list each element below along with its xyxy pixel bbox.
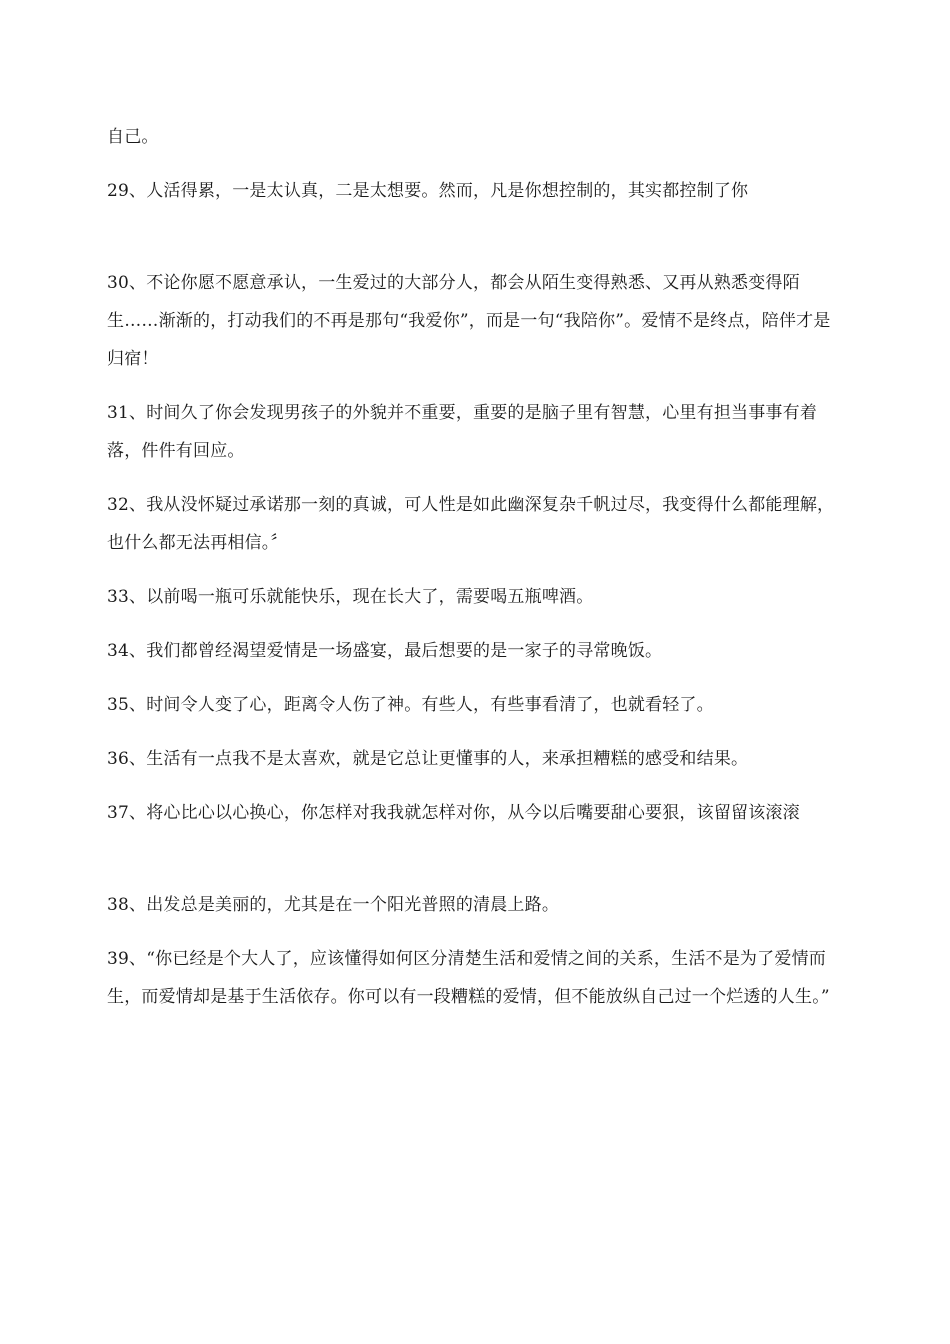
paragraph-35: 35、时间令人变了心，距离令人伤了神。有些人，有些事看清了，也就看轻了。 xyxy=(107,695,714,715)
paragraph-39: 39、“你已经是个大人了，应该懂得如何区分清楚生活和爱情之间的关系，生活不是为了爱情而生，而爱情却是基于生活依存。你可以有一段糟糕的爱情，但不能放纵自己过一个烂透的人生。” xyxy=(107,949,830,1007)
paragraph-33: 33、以前喝一瓶可乐就能快乐，现在长大了，需要喝五瓶啤酒。 xyxy=(107,587,594,607)
paragraph-29: 29、人活得累，一是太认真，二是太想要。然而，凡是你想控制的，其实都控制了你 xyxy=(107,181,749,201)
paragraph-37: 37、将心比心以心换心，你怎样对我我就怎样对你，从今以后嘴要甜心要狠，该留留该滚滚 xyxy=(107,803,800,823)
paragraph-continuation: 自己。 xyxy=(107,127,159,147)
paragraph-34: 34、我们都曾经渴望爱情是一场盛宴，最后想要的是一家子的寻常晚饭。 xyxy=(107,641,663,661)
paragraph-31: 31、时间久了你会发现男孩子的外貌并不重要，重要的是脑子里有智慧，心里有担当事事有着落，件件有回应。 xyxy=(107,403,818,461)
paragraph-38: 38、出发总是美丽的，尤其是在一个阳光普照的清晨上路。 xyxy=(107,895,560,915)
paragraph-32: 32、我从没怀疑过承诺那一刻的真诚，可人性是如此幽深复杂千帆过尽，我变得什么都能理解，也什么都无法再相信。〞 xyxy=(107,495,835,553)
paragraph-30: 30、不论你愿不愿意承认，一生爱过的大部分人，都会从陌生变得熟悉、又再从熟悉变得陌生……渐渐的，打动我们的不再是那句“我爱你”，而是一句“我陪你”。爱情不是终点，陪伴才是归宿！ xyxy=(107,273,831,369)
paragraph-36: 36、生活有一点我不是太喜欢，就是它总让更懂事的人，来承担糟糕的感受和结果。 xyxy=(107,749,749,769)
